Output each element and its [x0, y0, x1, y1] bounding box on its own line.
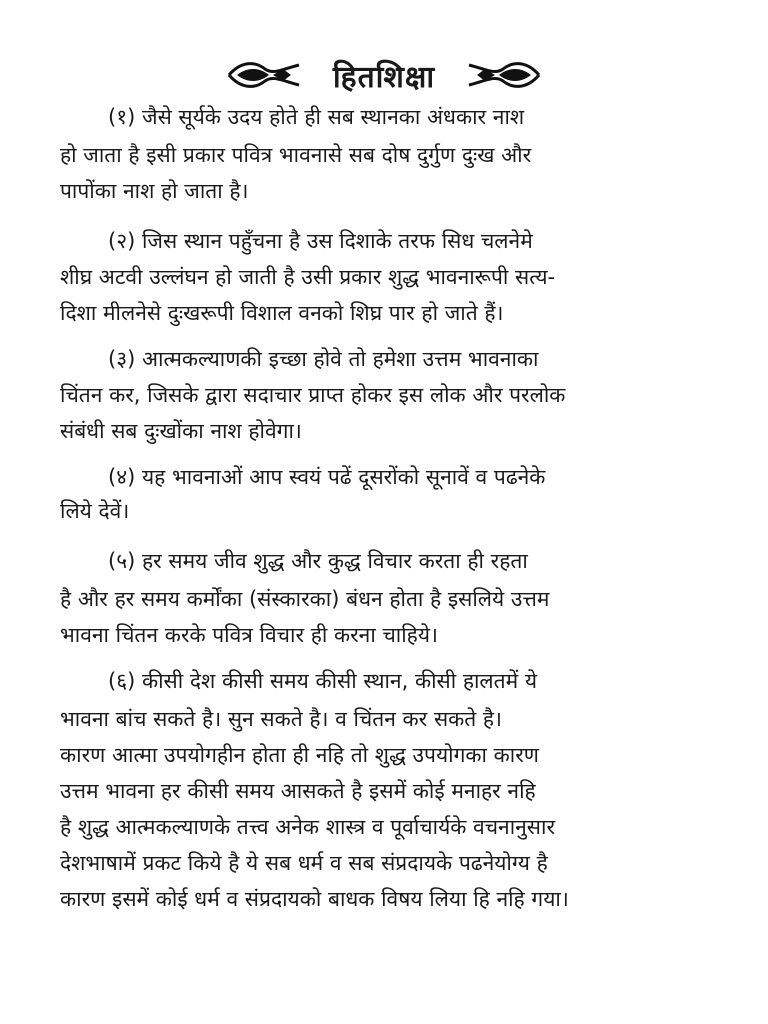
- page-header: [0, 50, 768, 100]
- paragraph-6-line-5: है शुद्ध आत्मकल्याणके तत्त्व अनेक शास्त्र व पूर्वाचार्यके वचनानुसार: [60, 815, 556, 839]
- paragraph-5-line-3: भावना चिंतन करके पवित्र विचार ही करना चाहिये।: [60, 623, 438, 647]
- paragraph-3-line-3: संबंधी सब दुःखोंका नाश होवेगा।: [60, 419, 302, 443]
- paragraph-2-line-1: (२) जिस स्थान पहुँचना है उस दिशाके तरफ सिध चलनेमे: [108, 229, 533, 253]
- page-title: हितशिक्षा: [332, 59, 436, 95]
- paragraph-2-line-3: दिशा मीलनेसे दुःखरूपी विशाल वनको शिघ्र पार हो जाते हैं।: [60, 301, 504, 325]
- paragraph-6-line-7: कारण इसमें कोई धर्म व संप्रदायको बाधक विषय लिया हि नहि गया।: [60, 887, 569, 911]
- paragraph-6-line-2: भावना बांच सकते है। सुन सकते है। व चिंतन कर सकते है।: [60, 707, 503, 731]
- paragraph-5-line-2: है और हर समय कर्मोंका (संस्कारका) बंधन होता है इसलिये उत्तम: [60, 587, 550, 611]
- paragraph-4-line-1: (४) यह भावनाओं आप स्वयं पढें दूसरोंको सूनावें व पढनेके: [108, 465, 546, 489]
- paragraph-6-line-1: (६) कीसी देश कीसी समय कीसी स्थान, कीसी हालतमें ये: [108, 669, 538, 693]
- floral-ornament-icon: [225, 55, 303, 95]
- paragraph-6-line-6: देशभाषामें प्रकट किये है ये सब धर्म व सब संप्रदायके पढनेयोग्य है: [60, 851, 548, 875]
- paragraph-4-line-2: लिये देवें।: [60, 499, 130, 523]
- paragraph-1-line-3: पापोंका नाश हो जाता है।: [60, 179, 249, 203]
- paragraph-3-line-1: (३) आत्मकल्याणकी इच्छा होवे तो हमेशा उत्तम भावनाका: [108, 347, 539, 371]
- paragraph-6-line-3: कारण आत्मा उपयोगहीन होता ही नहि तो शुद्ध उपयोगका कारण: [60, 743, 539, 767]
- paragraph-6-line-4: उत्तम भावना हर कीसी समय आसकते है इसमें कोई मनाहर नहि: [60, 779, 536, 803]
- floral-ornament-icon: [465, 55, 543, 95]
- paragraph-5-line-1: (५) हर समय जीव शुद्ध और कुद्ध विचार करता ही रहता: [108, 549, 528, 573]
- paragraph-3-line-2: चिंतन कर, जिसके द्वारा सदाचार प्राप्त होकर इस लोक और परलोक: [60, 383, 566, 407]
- paragraph-1-line-2: हो जाता है इसी प्रकार पवित्र भावनासे सब दोष दुर्गुण दुःख और: [60, 143, 532, 167]
- paragraph-1-line-1: (१) जैसे सूर्यके उदय होते ही सब स्थानका अंधकार नाश: [108, 105, 525, 129]
- paragraph-2-line-2: शीघ्र अटवी उल्लंघन हो जाती है उसी प्रकार शुद्ध भावनारूपी सत्य-: [60, 265, 556, 289]
